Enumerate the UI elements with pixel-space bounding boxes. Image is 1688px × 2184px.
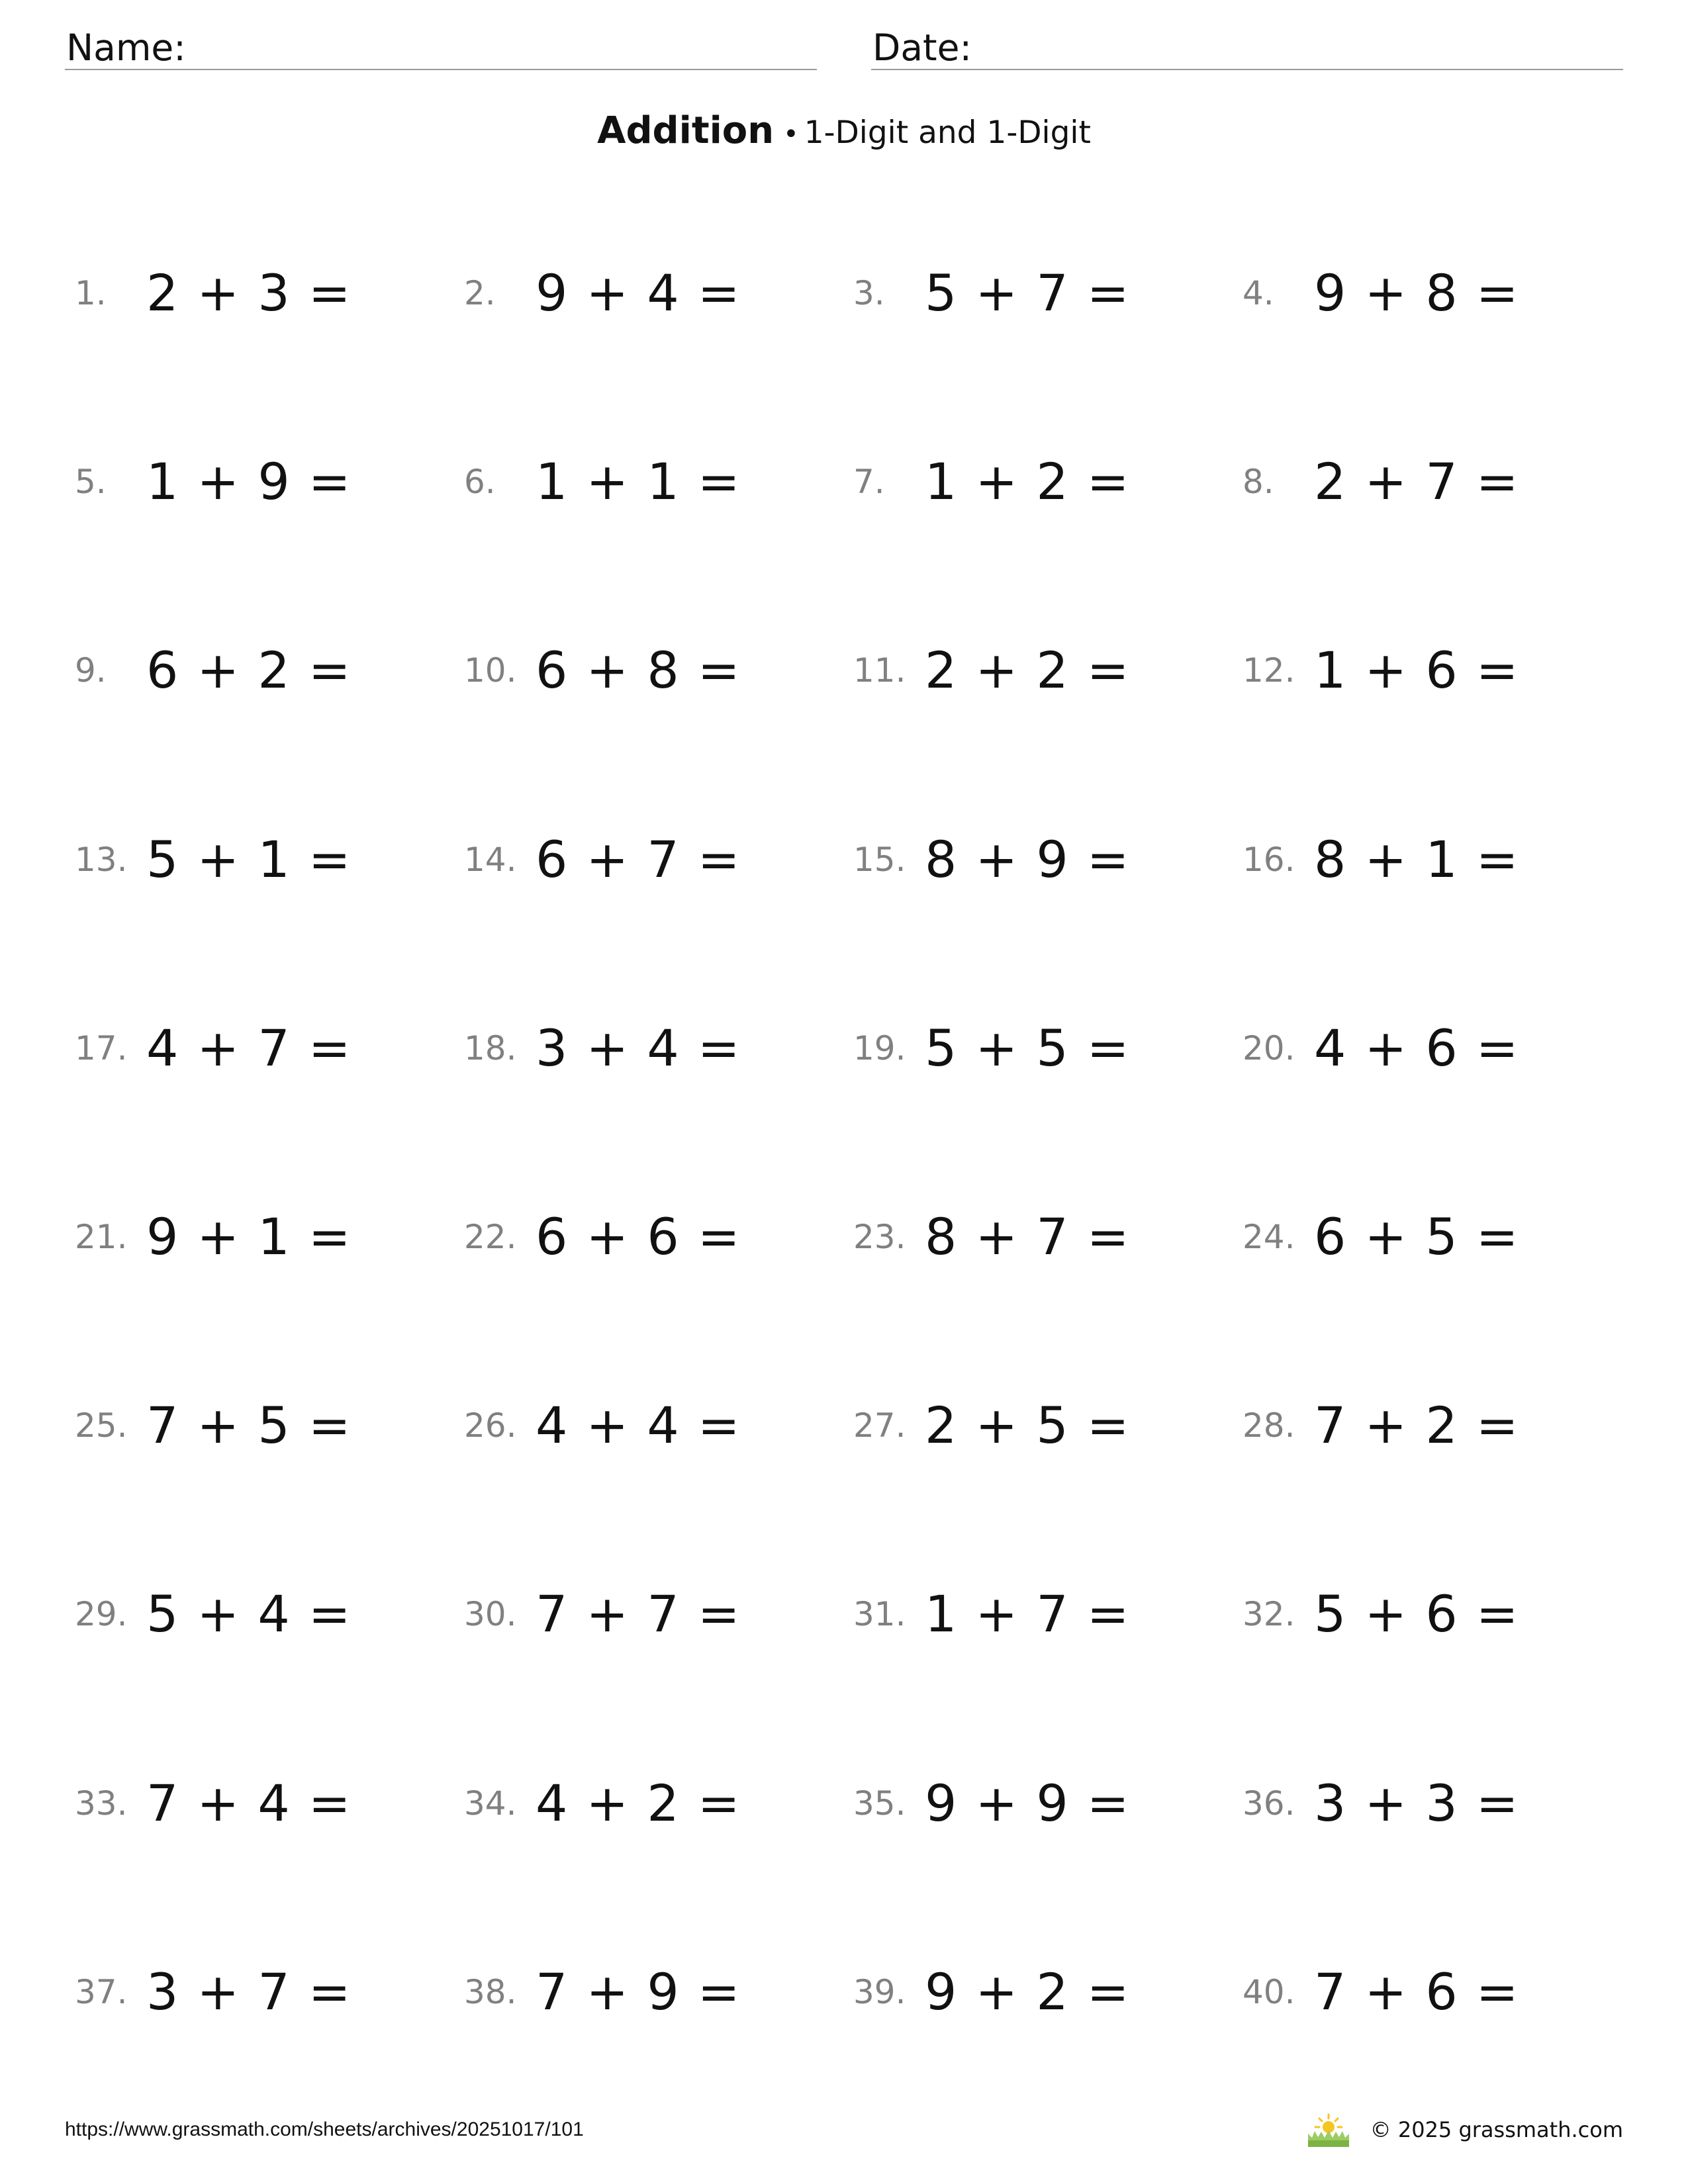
problem-expression: 1 + 7 = (925, 1584, 1129, 1643)
problem-number: 1. (75, 274, 107, 312)
problem-expression: 4 + 4 = (536, 1396, 740, 1455)
problem-number: 37. (75, 1973, 128, 2011)
problem-expression: 8 + 1 = (1314, 830, 1519, 889)
problem-number: 32. (1243, 1595, 1295, 1633)
problem-expression: 5 + 1 = (146, 830, 351, 889)
problem-number: 23. (853, 1218, 906, 1256)
grass-sun-logo-icon (1305, 2111, 1352, 2148)
problem-number: 25. (75, 1406, 128, 1445)
problem-expression: 4 + 7 = (146, 1019, 351, 1077)
problem-expression: 2 + 5 = (925, 1396, 1129, 1455)
title-main: Addition (597, 109, 774, 152)
problem-expression: 3 + 4 = (536, 1019, 740, 1077)
problem-expression: 2 + 3 = (146, 263, 351, 322)
problem-expression: 7 + 4 = (146, 1774, 351, 1833)
problem-number: 15. (853, 841, 906, 879)
problem-number: 7. (853, 463, 885, 501)
problem-number: 14. (464, 841, 517, 879)
date-label: Date: (872, 26, 972, 69)
problem-number: 2. (464, 274, 496, 312)
problem-number: 34. (464, 1784, 517, 1823)
problem-expression: 1 + 2 = (925, 452, 1129, 511)
problem-expression: 2 + 7 = (1314, 452, 1519, 511)
problem-expression: 9 + 2 = (925, 1962, 1129, 2021)
problem-expression: 6 + 2 = (146, 641, 351, 700)
problem-number: 12. (1243, 651, 1295, 690)
problem-number: 38. (464, 1973, 517, 2011)
problem-number: 9. (75, 651, 107, 690)
problem-expression: 1 + 1 = (536, 452, 740, 511)
problem-number: 3. (853, 274, 885, 312)
problem-expression: 2 + 2 = (925, 641, 1129, 700)
footer-brand (1305, 2111, 1623, 2148)
problem-expression: 7 + 5 = (146, 1396, 351, 1455)
problem-expression: 7 + 2 = (1314, 1396, 1519, 1455)
problem-expression: 7 + 6 = (1314, 1962, 1519, 2021)
problem-number: 40. (1243, 1973, 1295, 2011)
problem-number: 27. (853, 1406, 906, 1445)
problem-expression: 5 + 4 = (146, 1584, 351, 1643)
problem-expression: 3 + 7 = (146, 1962, 351, 2021)
problem-expression: 6 + 6 = (536, 1207, 740, 1266)
problem-expression: 4 + 2 = (536, 1774, 740, 1833)
problem-expression: 1 + 9 = (146, 452, 351, 511)
problem-expression: 5 + 6 = (1314, 1584, 1519, 1643)
problem-number: 30. (464, 1595, 517, 1633)
problem-number: 28. (1243, 1406, 1295, 1445)
problem-number: 39. (853, 1973, 906, 2011)
problem-expression: 8 + 9 = (925, 830, 1129, 889)
footer-copyright: © 2025 grassmath.com (1370, 2117, 1623, 2142)
problem-number: 29. (75, 1595, 128, 1633)
problem-number: 17. (75, 1029, 128, 1068)
problem-expression: 9 + 9 = (925, 1774, 1129, 1833)
problem-expression: 5 + 5 = (925, 1019, 1129, 1077)
problem-number: 35. (853, 1784, 906, 1823)
problem-number: 36. (1243, 1784, 1295, 1823)
problem-expression: 6 + 8 = (536, 641, 740, 700)
problem-number: 4. (1243, 274, 1274, 312)
title-subtitle: 1-Digit and 1-Digit (804, 114, 1091, 151)
problem-number: 19. (853, 1029, 906, 1068)
problem-expression: 9 + 4 = (536, 263, 740, 322)
problem-number: 5. (75, 463, 107, 501)
name-label: Name: (66, 26, 186, 69)
problem-number: 8. (1243, 463, 1274, 501)
problem-number: 6. (464, 463, 496, 501)
problem-expression: 1 + 6 = (1314, 641, 1519, 700)
problem-number: 11. (853, 651, 906, 690)
problem-expression: 7 + 9 = (536, 1962, 740, 2021)
problem-number: 20. (1243, 1029, 1295, 1068)
problem-number: 24. (1243, 1218, 1295, 1256)
problem-expression: 9 + 8 = (1314, 263, 1519, 322)
problem-number: 21. (75, 1218, 128, 1256)
problem-expression: 6 + 5 = (1314, 1207, 1519, 1266)
problem-expression: 8 + 7 = (925, 1207, 1129, 1266)
problem-number: 10. (464, 651, 517, 690)
problem-expression: 6 + 7 = (536, 830, 740, 889)
problem-expression: 9 + 1 = (146, 1207, 351, 1266)
footer-url: https://www.grassmath.com/sheets/archives/20251017/101 (65, 2118, 584, 2140)
problem-number: 26. (464, 1406, 517, 1445)
problem-expression: 3 + 3 = (1314, 1774, 1519, 1833)
problem-number: 16. (1243, 841, 1295, 879)
problem-number: 22. (464, 1218, 517, 1256)
title-bullet: • (783, 119, 799, 150)
problem-number: 31. (853, 1595, 906, 1633)
problem-expression: 7 + 7 = (536, 1584, 740, 1643)
problem-number: 33. (75, 1784, 128, 1823)
problem-expression: 4 + 6 = (1314, 1019, 1519, 1077)
problem-number: 13. (75, 841, 128, 879)
problem-number: 18. (464, 1029, 517, 1068)
problem-expression: 5 + 7 = (925, 263, 1129, 322)
